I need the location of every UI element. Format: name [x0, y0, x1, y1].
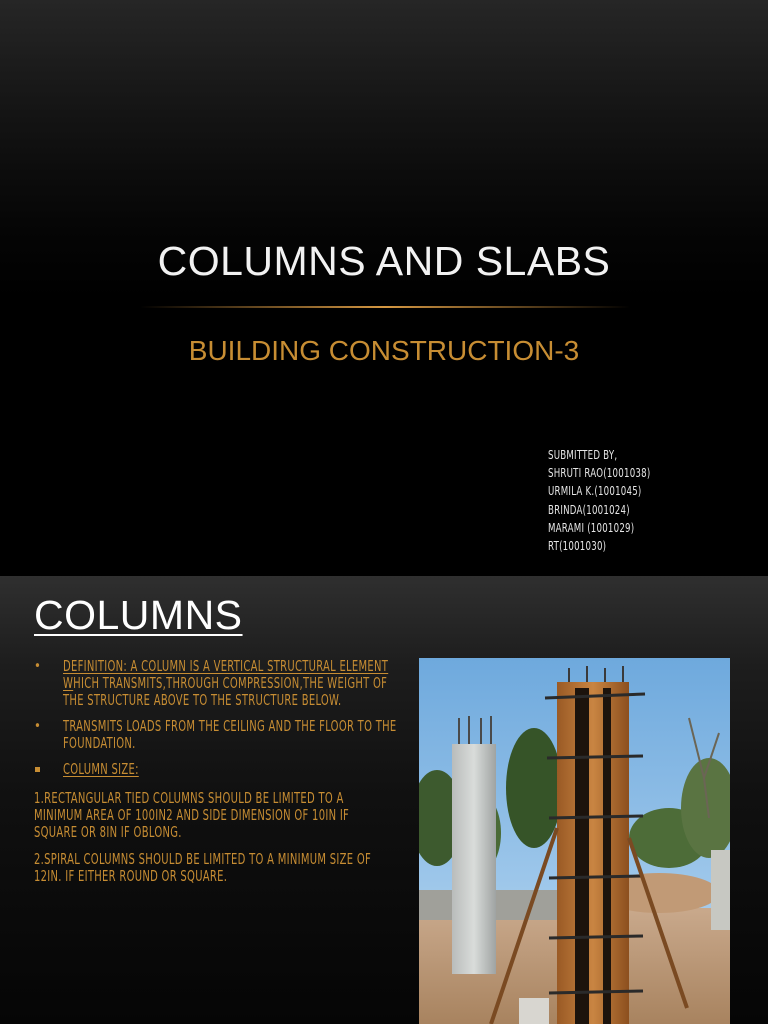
- column-construction-photo: [419, 658, 730, 1024]
- title-divider: [140, 306, 630, 308]
- columns-slide: [0, 576, 768, 1024]
- submitted-line: BRINDA(1001024): [548, 502, 630, 517]
- loads-text: TRANSMITS LOADS FROM THE CEILING AND THE FLOOR TO THE FOUNDATION.: [63, 717, 397, 752]
- bullet-item-column-size: [34, 761, 414, 778]
- paragraph-rectangular: [34, 790, 414, 841]
- paragraph-spiral: [34, 851, 414, 885]
- paragraph-text: 1.RECTANGULAR TIED COLUMNS SHOULD BE LIMITED TO A MINIMUM AREA OF 100IN2 AND SIDE DIMENSION OF 10IN IF SQUARE OR 8IN IF OBLONG.: [34, 789, 350, 841]
- slide-content: [34, 658, 414, 895]
- submitted-line: RT(1001030): [548, 538, 607, 553]
- presentation-title: COLUMNS AND SLABS: [157, 238, 611, 284]
- bullet-item-loads: [34, 718, 414, 752]
- submitted-line: SHRUTI RAO(1001038): [548, 466, 651, 481]
- submitted-by-block: [548, 446, 650, 555]
- bullet-item-definition: [34, 658, 414, 709]
- slide-heading: COLUMNS: [34, 592, 243, 638]
- presentation-subtitle: BUILDING CONSTRUCTION-3: [188, 335, 580, 366]
- submitted-line: URMILA K.(1001045): [548, 484, 642, 499]
- submitted-line: MARAMI (1001029): [548, 520, 635, 535]
- submitted-line: SUBMITTED BY,: [548, 448, 618, 462]
- bullet-dot-icon: •: [34, 659, 41, 674]
- column-size-label: COLUMN SIZE:: [63, 760, 139, 778]
- paragraph-text: 2.SPIRAL COLUMNS SHOULD BE LIMITED TO A MINIMUM SIZE OF 12IN. IF EITHER ROUND OR SQUARE.: [34, 850, 372, 885]
- definition-underlined-text: DEFINITION: A COLUMN IS A VERTICAL STRUCTURAL ELEMENT W: [63, 657, 389, 692]
- definition-text: HICH TRANSMITS,THROUGH COMPRESSION,THE WEIGHT OF THE STRUCTURE ABOVE TO THE STRUCTURE BELOW.: [63, 674, 388, 709]
- bullet-dot-icon: •: [34, 719, 41, 734]
- square-bullet-icon: [35, 767, 40, 772]
